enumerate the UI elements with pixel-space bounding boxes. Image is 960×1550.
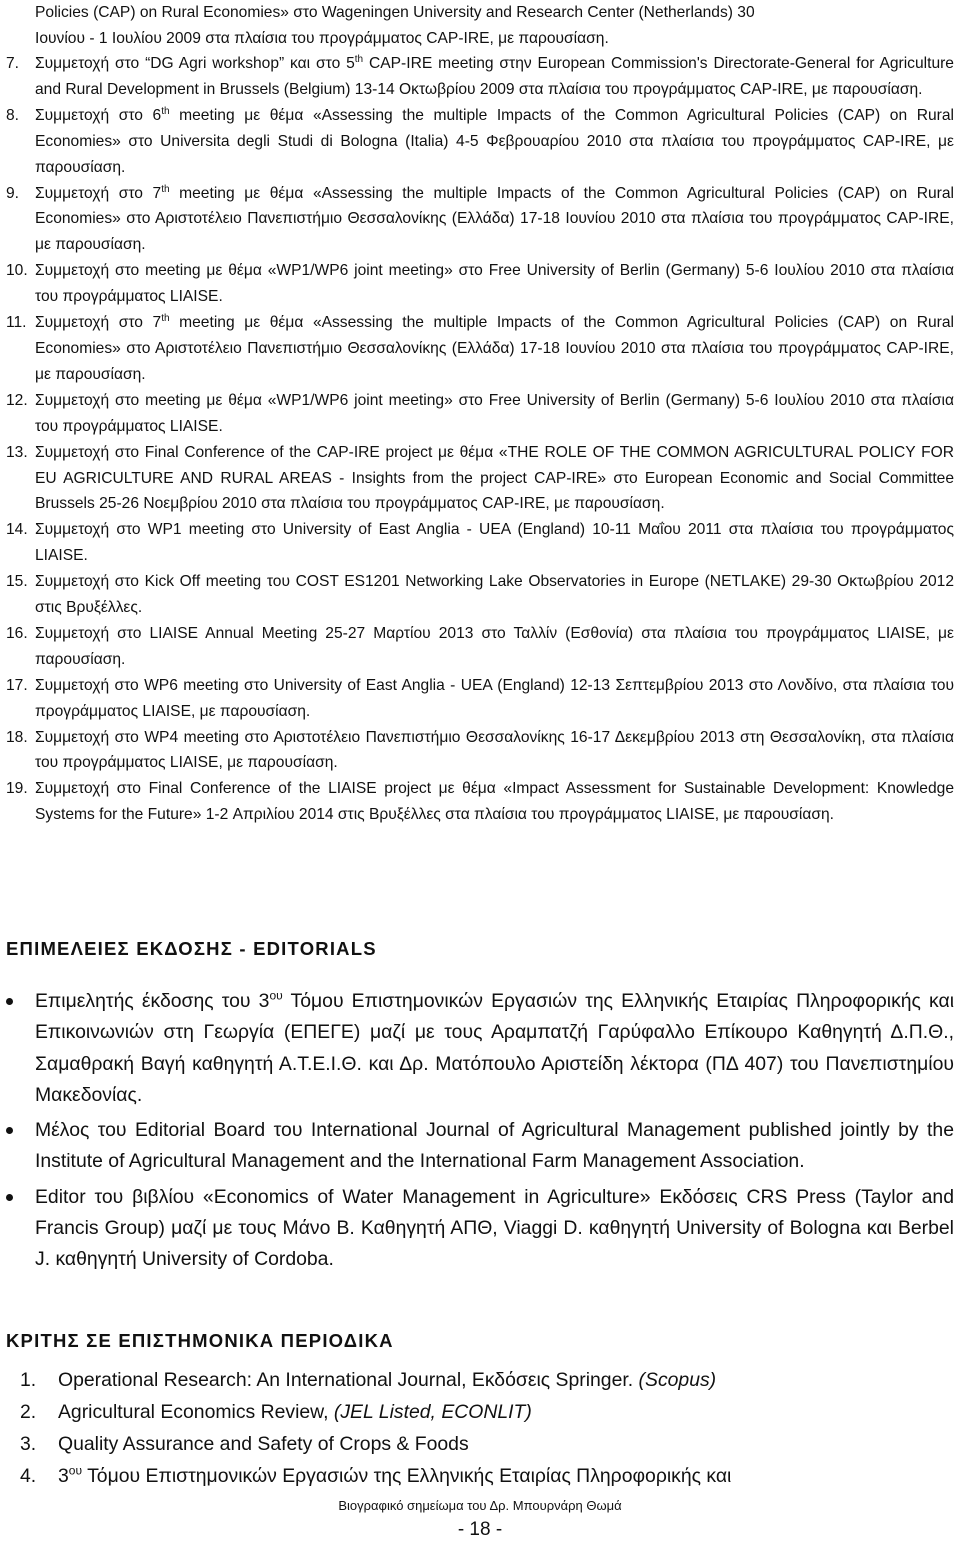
bullet-icon	[6, 1127, 13, 1134]
item-text: Συμμετοχή στο 6	[35, 106, 162, 124]
reviewer-list	[20, 1364, 954, 1492]
list-item	[6, 310, 954, 388]
list-item	[6, 673, 954, 725]
list-item	[6, 1182, 954, 1276]
item-text: 3	[58, 1465, 69, 1487]
item-number: 9.	[6, 184, 20, 202]
superscript: th	[161, 183, 170, 195]
list-item	[6, 0, 954, 52]
item-text: Συμμετοχή στο LIAISE Annual Meeting 25-27 Μαρτίου 2013 στο Ταλλίν (Εσθονία) στα πλαίσια του προγράμματος LIAISE, με παρουσίαση.	[35, 624, 954, 668]
item-text: Operational Research: An International Journal, Εκδόσεις Springer.	[58, 1369, 639, 1391]
item-text: Συμμετοχή στο meeting με θέμα «WP1/WP6 joint meeting» στο Free University of Berlin (Germany) 5-6 Ιουλίου 2010 στα πλαίσια του προγράμματος LIAISE.	[35, 391, 954, 435]
item-text: Τόμου Επιστημονικών Εργασιών της Ελληνικής Εταιρίας Πληροφορικής και Επικοινωνιών στη Γεωργία (ΕΠΕΓΕ) μαζί με τους Αραμπατζή Γαρύφαλλο Επίκουρο Καθηγητή Δ.Π.Θ., Σαμαθρακή Βαγή καθηγητή Α.Τ.Ε.Ι.Θ. και Δρ. Ματόπουλο Αριστείδη λέκτορα (ΠΔ 407) του Πανεπιστημίου Μακεδονίας.	[35, 990, 954, 1106]
item-text: Συμμετοχή στο Kick Off meeting του COST ES1201 Networking Lake Observatories in Europe (NETLAKE) 29-30 Οκτωβρίου 2012 στις Βρυξέλλες.	[35, 573, 954, 617]
superscript: th	[354, 53, 364, 65]
item-number: 4.	[20, 1465, 37, 1487]
item-number: 17.	[6, 676, 28, 694]
meetings-list	[6, 51, 954, 828]
item-number: 1.	[20, 1369, 37, 1391]
item-number: 16.	[6, 624, 28, 642]
list-item	[6, 103, 954, 181]
list-item	[6, 569, 954, 621]
list-item	[6, 776, 954, 828]
editorials-list	[6, 986, 954, 1280]
item-text: Συμμετοχή στο WP6 meeting στο University of East Anglia - UEA (England) 12-13 Σεπτεμβρίου 2013 στο Λονδίνο, στα πλαίσια του προγράμματος LIAISE, με παρουσίαση.	[35, 676, 954, 720]
item-text: Συμμετοχή στο 7	[35, 184, 162, 202]
item-text: Agricultural Economics Review,	[58, 1401, 334, 1423]
editorials-heading: ΕΠΙΜΕΛΕΙΕΣ ΕΚΔΟΣΗΣ - EDITORIALS	[6, 938, 377, 959]
item-number: 18.	[6, 728, 28, 746]
reviewer-heading: ΚΡΙΤΗΣ ΣΕ ΕΠΙΣΤΗΜΟΝΙΚΑ ΠΕΡΙΟΔΙΚΑ	[6, 1330, 394, 1351]
item-text: Τόμου Επιστημονικών Εργασιών της Ελληνικής Εταιρίας Πληροφορικής και	[82, 1465, 732, 1487]
item-text: Policies (CAP) on Rural Economies» στο Wageningen University and Research Center (Netherlands) 30	[35, 4, 755, 21]
item-number: 7.	[6, 55, 20, 72]
item-text: Συμμετοχή στο Final Conference of the CAP-IRE project με θέμα «THE ROLE OF THE COMMON AGRICULTURAL POLICY FOR EU AGRICULTURE AND RURAL AREAS - Insights from the project CAP-IRE» στο European Economic and Social Committee Brussels 25-26 Νοεμβρίου 2010 στα πλαίσια του προγράμματος CAP-IRE, με παρουσίαση.	[35, 443, 954, 513]
item-text: CAP-IRE meeting στην European Commission's Directorate-General for Agriculture and Rural Development in Brussels (Belgium) 13-14 Οκτωβρίου 2009 στα πλαίσια του προγράμματος CAP-IRE, με παρουσίαση.	[35, 55, 954, 98]
list-item	[6, 51, 954, 103]
list-item	[6, 1115, 954, 1178]
item-number: 13.	[6, 443, 28, 461]
list-item	[6, 517, 954, 569]
item-number: 2.	[20, 1401, 37, 1423]
item-number: 11.	[6, 314, 27, 332]
item-text: Συμμετοχή στο 7	[35, 314, 162, 332]
list-item	[6, 388, 954, 440]
item-text: Editor του βιβλίου «Economics of Water Management in Agriculture» Εκδόσεις CRS Press (Taylor and Francis Group) μαζί με τους Μάνο Β. Καθηγητή ΑΠΘ, Viaggi D. καθηγητή University of Bologna και Berbel J. καθηγητή University of Cordoba.	[35, 1185, 954, 1271]
superscript: ου	[68, 1463, 83, 1478]
item-text: Ιουνίου - 1 Ιουλίου 2009 στα πλαίσια του προγράμματος CAP-IRE, με παρουσίαση.	[35, 29, 609, 47]
item-number: 19.	[6, 780, 28, 798]
superscript: ου	[269, 988, 283, 1003]
item-number: 12.	[6, 391, 28, 409]
list-item	[6, 258, 954, 310]
item-text: Συμμετοχή στο meeting με θέμα «WP1/WP6 joint meeting» στο Free University of Berlin (Germany) 5-6 Ιουλίου 2010 στα πλαίσια του προγράμματος LIAISE.	[35, 262, 954, 306]
item-text: Quality Assurance and Safety of Crops & Foods	[58, 1433, 469, 1455]
bullet-icon	[6, 998, 13, 1005]
superscript: th	[161, 312, 170, 324]
item-text: Συμμετοχή στο WP4 meeting στο Αριστοτέλειο Πανεπιστήμιο Θεσσαλονίκης 16-17 Δεκεμβρίου 2013 στη Θεσσαλονίκη, στα πλαίσια του προγράμματος LIAISE, με παρουσίαση.	[35, 728, 954, 772]
item-text: Συμμετοχή στο Final Conference of the LIAISE project με θέμα «Impact Assessment for Sustainable Development: Knowledge Systems for the Future» 1-2 Απριλίου 2014 στις Βρυξέλλες στα πλαίσια του προγράμματος LIAISE, με παρουσίαση.	[35, 780, 954, 824]
list-item	[20, 1460, 954, 1492]
item-number: 15.	[6, 573, 28, 591]
item-text: meeting με θέμα «Assessing the multiple Impacts of the Common Agricultural Policies (CAP) on Rural Economies» στο Universita degli Studi di Bologna (Italia) 4-5 Φεβρουαρίου 2010 στα πλαίσια του προγράμματος CAP-IRE, με παρουσίαση.	[35, 106, 954, 176]
item-number: 8.	[6, 106, 20, 124]
item-text: Συμμετοχή στο WP1 meeting στο University of East Anglia - UEA (England) 10-11 Μαΐου 2011 στα πλαίσια του προγράμματος LIAISE.	[35, 521, 954, 565]
item-number: 3.	[20, 1433, 37, 1455]
list-item	[6, 621, 954, 673]
page-number: - 18 -	[457, 1519, 503, 1540]
item-number: 14.	[6, 521, 28, 539]
list-item	[20, 1396, 954, 1428]
bullet-icon	[6, 1194, 13, 1201]
list-item	[20, 1364, 954, 1396]
item-text: Μέλος του Editorial Board του International Journal of Agricultural Management published jointly by the Institute of Agricultural Management and the International Farm Management Association.	[35, 1119, 954, 1173]
footer-text: Βιογραφικό σημείωμα του Δρ. Μπουρνάρη Θωμά	[338, 1498, 622, 1513]
item-text: Συμμετοχή στο “DG Agri workshop” και στο 5	[35, 55, 355, 72]
list-item	[6, 725, 954, 777]
index-note: (Scopus)	[638, 1369, 717, 1391]
item-number: 10.	[6, 262, 28, 280]
index-note: (JEL Listed, ECONLIT)	[333, 1401, 532, 1423]
item-text: meeting με θέμα «Assessing the multiple Impacts of the Common Agricultural Policies (CAP) on Rural Economies» στο Αριστοτέλειο Πανεπιστήμιο Θεσσαλονίκης (Ελλάδα) 17-18 Ιουνίου 2010 στα πλαίσια του προγράμματος CAP-IRE, με παρουσίαση.	[35, 184, 954, 254]
item-text: Επιμελητής έκδοσης του 3	[35, 990, 270, 1012]
list-item	[6, 986, 954, 1111]
superscript: th	[161, 105, 170, 117]
list-item	[20, 1428, 954, 1460]
meetings-list	[6, 0, 954, 52]
list-item	[6, 440, 954, 518]
item-text: meeting με θέμα «Assessing the multiple Impacts of the Common Agricultural Policies (CAP) on Rural Economies» στο Αριστοτέλειο Πανεπιστήμιο Θεσσαλονίκης (Ελλάδα) 17-18 Ιουνίου 2010 στα πλαίσια του προγράμματος CAP-IRE, με παρουσίαση.	[35, 314, 954, 383]
list-item	[6, 181, 954, 259]
